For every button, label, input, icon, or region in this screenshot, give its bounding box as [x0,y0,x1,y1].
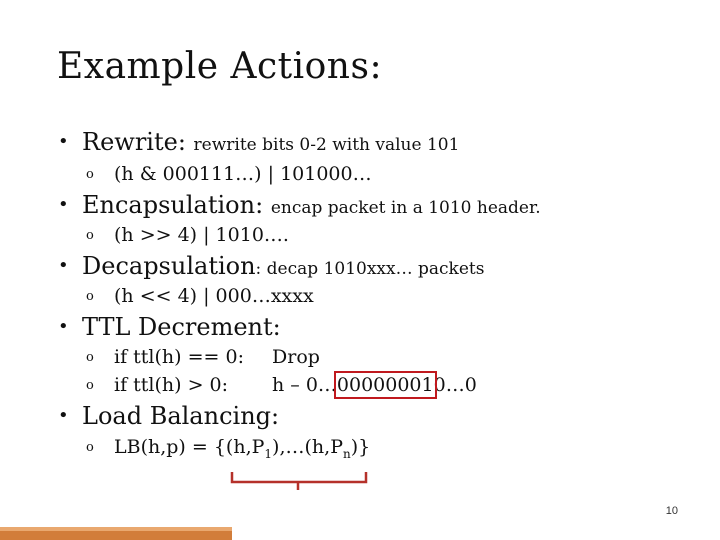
ttl-action-prefix: h – 0… [272,374,337,396]
lb-expression-start: LB(h,p) = {(h,P [114,436,265,458]
decapsulation-heading: Decapsulation [82,252,256,280]
rewrite-expression: (h & 000111…) | 101000… [114,163,372,185]
sub-bullet-icon: o [86,378,94,393]
lb-expression-mid: ),…(h,P [272,436,343,458]
ttl-condition-zero: if ttl(h) == 0: [114,346,244,368]
sub-bullet-ttl-positive [86,374,477,396]
bullet-load-balancing [58,402,279,430]
decapsulation-expression: (h << 4) | 000…xxxx [114,285,314,307]
encapsulation-description: encap packet in a 1010 header. [270,198,541,218]
page-number: 10 [665,505,678,517]
sub-bullet-ttl-zero [86,346,320,368]
bullet-icon: • [58,255,69,276]
lb-expression-end: )} [350,436,371,458]
sub-bullet-icon: o [86,167,94,182]
bullet-icon: • [58,131,69,152]
bullet-icon: • [58,405,69,426]
ttl-condition-positive: if ttl(h) > 0: [114,374,229,396]
bullet-decapsulation [58,252,484,280]
sub-bullet-icon: o [86,289,94,304]
sub-bullet-rewrite [86,163,372,185]
bottom-accent-bar [0,527,232,540]
lb-subscript-1: 1 [264,446,273,461]
sub-bullet-icon: o [86,440,94,455]
sub-bullet-icon: o [86,350,94,365]
bullet-icon: • [58,194,69,215]
ttl-action-drop: Drop [272,346,320,368]
sub-bullet-icon: o [86,228,94,243]
load-balancing-heading: Load Balancing: [82,402,280,430]
ttl-heading: TTL Decrement: [82,313,281,341]
sub-bullet-decapsulation [86,285,314,307]
sub-bullet-load-balancing [86,436,370,461]
slide-title: Example Actions: [57,46,383,87]
decapsulation-description: : decap 1010xxx… packets [255,259,485,279]
rewrite-description: rewrite bits 0-2 with value 101 [193,135,460,155]
bullet-encapsulation [58,191,541,219]
bottom-accent-highlight [0,527,232,531]
encapsulation-expression: (h >> 4) | 1010…. [114,224,289,246]
ttl-action-suffix: 0…0 [433,374,477,396]
encapsulation-heading: Encapsulation: [82,191,264,219]
sub-bullet-encapsulation [86,224,289,246]
rewrite-heading: Rewrite: [82,128,186,156]
ttl-highlight-box: 00000001 [336,374,434,396]
bullet-icon: • [58,316,69,337]
lb-subscript-n: n [342,446,351,461]
bullet-rewrite [58,128,459,156]
bullet-ttl-decrement [58,313,281,341]
brace-icon [230,470,370,492]
